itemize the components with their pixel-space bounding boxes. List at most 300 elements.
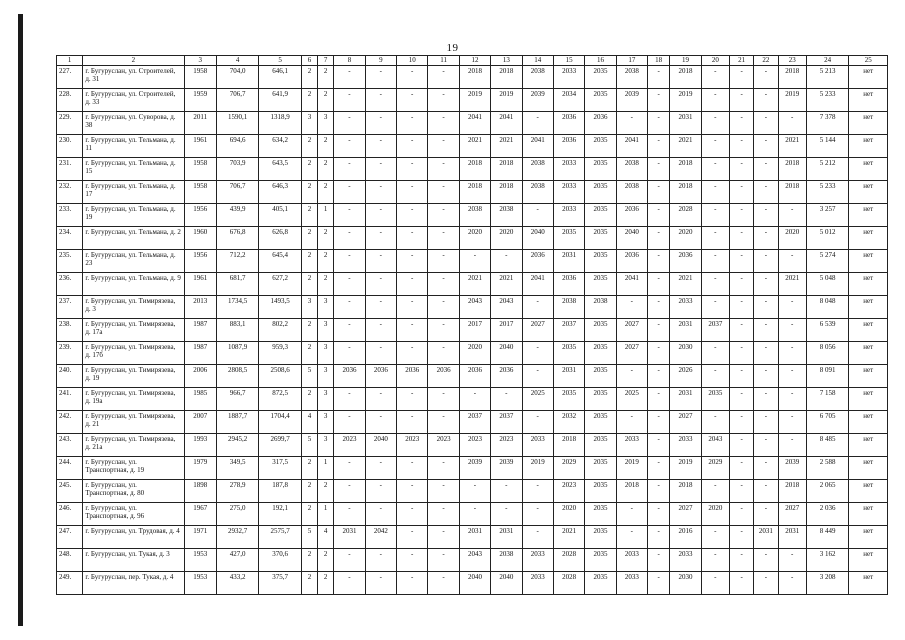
- table-cell: -: [428, 480, 459, 503]
- table-cell: -: [491, 480, 522, 503]
- table-cell: 2035: [553, 227, 584, 250]
- table-cell: 2031: [670, 319, 701, 342]
- table-cell: 2029: [701, 457, 729, 480]
- table-cell: -: [729, 66, 753, 89]
- table-cell: 2040: [522, 227, 553, 250]
- table-cell: 2040: [365, 434, 396, 457]
- address-cell: г. Бугуруслан, ул. Транспортная, д. 80: [83, 480, 184, 503]
- row-number-cell: 246.: [57, 503, 83, 526]
- table-cell: нет: [849, 480, 888, 503]
- row-number-cell: 248.: [57, 549, 83, 572]
- table-cell: -: [365, 480, 396, 503]
- table-cell: -: [522, 296, 553, 319]
- table-cell: 7 158: [806, 388, 849, 411]
- table-cell: 2031: [491, 526, 522, 549]
- table-cell: 405,1: [259, 204, 302, 227]
- table-cell: 3: [318, 434, 334, 457]
- table-cell: 2 588: [806, 457, 849, 480]
- table-cell: 2: [318, 273, 334, 296]
- table-cell: 2019: [522, 457, 553, 480]
- table-cell: 2021: [670, 135, 701, 158]
- table-cell: 1590,1: [216, 112, 259, 135]
- table-cell: -: [397, 66, 428, 89]
- table-cell: 1958: [184, 181, 216, 204]
- row-number-cell: 237.: [57, 296, 83, 319]
- address-cell: г. Бугуруслан, ул. Тимирязева, д. 21: [83, 411, 184, 434]
- table-cell: 8 091: [806, 365, 849, 388]
- table-cell: нет: [849, 296, 888, 319]
- column-header: 11: [428, 56, 459, 66]
- table-cell: 2038: [616, 158, 647, 181]
- table-cell: 2035: [585, 158, 616, 181]
- table-cell: -: [701, 204, 729, 227]
- table-row: [57, 227, 888, 250]
- column-header: 13: [491, 56, 522, 66]
- table-cell: 2020: [778, 227, 806, 250]
- table-cell: -: [459, 388, 490, 411]
- table-cell: 2031: [754, 526, 778, 549]
- table-cell: -: [428, 227, 459, 250]
- table-cell: нет: [849, 66, 888, 89]
- table-cell: -: [522, 503, 553, 526]
- table-cell: 5 213: [806, 66, 849, 89]
- page-number: 19: [446, 42, 459, 54]
- table-cell: 2033: [553, 181, 584, 204]
- row-number-cell: 232.: [57, 181, 83, 204]
- table-cell: -: [701, 227, 729, 250]
- table-cell: -: [648, 434, 670, 457]
- address-cell: г. Бугуруслан, ул. Тельмана, д. 17: [83, 181, 184, 204]
- table-cell: 427,0: [216, 549, 259, 572]
- table-cell: -: [729, 549, 753, 572]
- table-cell: -: [334, 227, 365, 250]
- row-number-cell: 236.: [57, 273, 83, 296]
- table-cell: -: [754, 411, 778, 434]
- table-cell: 2036: [365, 365, 396, 388]
- row-number-cell: 241.: [57, 388, 83, 411]
- table-cell: 3 162: [806, 549, 849, 572]
- table-cell: 1704,4: [259, 411, 302, 434]
- table-cell: 2038: [522, 158, 553, 181]
- table-cell: 2036: [553, 273, 584, 296]
- table-cell: -: [648, 227, 670, 250]
- table-cell: 2037: [459, 411, 490, 434]
- table-cell: -: [648, 250, 670, 273]
- table-cell: -: [701, 549, 729, 572]
- table-cell: -: [754, 112, 778, 135]
- table-cell: 3: [318, 388, 334, 411]
- table-cell: 3: [318, 342, 334, 365]
- table-cell: 2036: [553, 135, 584, 158]
- table-cell: 2: [301, 388, 317, 411]
- table-cell: -: [428, 273, 459, 296]
- column-header: 17: [616, 56, 647, 66]
- table-cell: -: [365, 227, 396, 250]
- table-cell: 2018: [459, 158, 490, 181]
- table-cell: 2038: [491, 549, 522, 572]
- table-cell: -: [428, 526, 459, 549]
- table-cell: 2035: [585, 388, 616, 411]
- table-cell: 2016: [670, 526, 701, 549]
- table-cell: -: [778, 365, 806, 388]
- table-cell: -: [428, 342, 459, 365]
- table-cell: 2027: [670, 503, 701, 526]
- table-cell: -: [522, 204, 553, 227]
- table-cell: -: [397, 158, 428, 181]
- table-cell: 2: [301, 480, 317, 503]
- table-cell: -: [701, 411, 729, 434]
- row-number-cell: 238.: [57, 319, 83, 342]
- table-cell: 1961: [184, 273, 216, 296]
- table-cell: 2033: [616, 434, 647, 457]
- table-cell: 2033: [670, 434, 701, 457]
- table-cell: -: [729, 135, 753, 158]
- table-cell: 1958: [184, 66, 216, 89]
- table-cell: -: [729, 296, 753, 319]
- table-cell: -: [701, 66, 729, 89]
- table-cell: 2018: [778, 181, 806, 204]
- table-cell: 2033: [616, 549, 647, 572]
- table-cell: -: [648, 572, 670, 595]
- address-cell: г. Бугуруслан, ул. Трудовая, д. 4: [83, 526, 184, 549]
- table-cell: 2: [301, 181, 317, 204]
- table-cell: 1979: [184, 457, 216, 480]
- table-cell: 2018: [778, 480, 806, 503]
- header-row: [57, 56, 888, 66]
- table-cell: 8 048: [806, 296, 849, 319]
- table-cell: 2043: [701, 434, 729, 457]
- table-cell: 6 705: [806, 411, 849, 434]
- table-cell: 2035: [585, 549, 616, 572]
- table-cell: -: [648, 549, 670, 572]
- row-number-cell: 249.: [57, 572, 83, 595]
- table-cell: -: [334, 204, 365, 227]
- table-cell: 2032: [553, 411, 584, 434]
- table-cell: 2040: [491, 342, 522, 365]
- table-cell: -: [648, 181, 670, 204]
- table-cell: 3 257: [806, 204, 849, 227]
- table-cell: нет: [849, 181, 888, 204]
- table-cell: 2035: [585, 434, 616, 457]
- table-cell: -: [428, 319, 459, 342]
- table-cell: -: [428, 411, 459, 434]
- table-cell: 2033: [670, 549, 701, 572]
- table-cell: 2030: [670, 572, 701, 595]
- table-cell: -: [729, 273, 753, 296]
- table-cell: 3: [318, 365, 334, 388]
- table-row: [57, 135, 888, 158]
- table-cell: -: [701, 112, 729, 135]
- table-cell: -: [754, 434, 778, 457]
- row-number-cell: 239.: [57, 342, 83, 365]
- table-cell: 2035: [585, 181, 616, 204]
- table-cell: -: [754, 273, 778, 296]
- table-cell: 2036: [428, 365, 459, 388]
- table-cell: -: [729, 572, 753, 595]
- table-row: [57, 411, 888, 434]
- table-cell: -: [754, 250, 778, 273]
- column-header: 20: [701, 56, 729, 66]
- column-header: 7: [318, 56, 334, 66]
- table-cell: -: [648, 273, 670, 296]
- address-cell: г. Бугуруслан, ул. Тельмана, д. 19: [83, 204, 184, 227]
- table-cell: 2028: [553, 572, 584, 595]
- table-cell: 3 208: [806, 572, 849, 595]
- table-cell: 2006: [184, 365, 216, 388]
- row-number-cell: 230.: [57, 135, 83, 158]
- table-cell: -: [754, 388, 778, 411]
- table-cell: -: [428, 89, 459, 112]
- table-cell: -: [491, 388, 522, 411]
- table-cell: -: [365, 250, 396, 273]
- address-cell: г. Бугуруслан, ул. Строителей, д. 33: [83, 89, 184, 112]
- table-row: [57, 549, 888, 572]
- table-cell: -: [365, 342, 396, 365]
- table-cell: -: [334, 158, 365, 181]
- table-cell: -: [397, 227, 428, 250]
- table-cell: -: [729, 503, 753, 526]
- table-cell: -: [778, 250, 806, 273]
- table-cell: 2036: [616, 250, 647, 273]
- table-cell: -: [648, 503, 670, 526]
- table-cell: 2: [301, 342, 317, 365]
- table-cell: -: [754, 572, 778, 595]
- table-cell: 2: [301, 89, 317, 112]
- table-cell: 2035: [585, 66, 616, 89]
- table-cell: -: [428, 457, 459, 480]
- table-cell: 2: [318, 158, 334, 181]
- table-cell: -: [365, 135, 396, 158]
- table-cell: 2019: [670, 89, 701, 112]
- table-cell: 2011: [184, 112, 216, 135]
- table-cell: -: [397, 250, 428, 273]
- table-cell: -: [616, 296, 647, 319]
- table-cell: 703,9: [216, 158, 259, 181]
- table-cell: 1956: [184, 204, 216, 227]
- column-header: 18: [648, 56, 670, 66]
- table-cell: -: [334, 480, 365, 503]
- table-cell: 2: [318, 250, 334, 273]
- table-cell: 2039: [522, 89, 553, 112]
- table-cell: 2033: [522, 434, 553, 457]
- table-cell: 712,2: [216, 250, 259, 273]
- table-cell: -: [729, 480, 753, 503]
- table-cell: 2023: [459, 434, 490, 457]
- table-cell: -: [729, 319, 753, 342]
- table-cell: 2041: [616, 273, 647, 296]
- table-cell: 2: [318, 181, 334, 204]
- table-row: [57, 388, 888, 411]
- column-header: 16: [585, 56, 616, 66]
- table-cell: -: [778, 204, 806, 227]
- column-header: 4: [216, 56, 259, 66]
- table-cell: 2027: [522, 319, 553, 342]
- table-cell: 2020: [553, 503, 584, 526]
- table-cell: 2023: [334, 434, 365, 457]
- table-cell: -: [334, 273, 365, 296]
- address-cell: г. Бугуруслан, ул. Тимирязева, д. 21а: [83, 434, 184, 457]
- table-cell: -: [701, 296, 729, 319]
- table-cell: 2945,2: [216, 434, 259, 457]
- table-cell: -: [648, 319, 670, 342]
- table-row: [57, 158, 888, 181]
- table-cell: 681,7: [216, 273, 259, 296]
- table-cell: -: [397, 480, 428, 503]
- table-cell: 2021: [553, 526, 584, 549]
- table-cell: -: [754, 503, 778, 526]
- table-cell: 1953: [184, 549, 216, 572]
- table-cell: 2031: [778, 526, 806, 549]
- table-cell: -: [729, 526, 753, 549]
- table-cell: -: [397, 112, 428, 135]
- table-cell: 5 048: [806, 273, 849, 296]
- column-header: 15: [553, 56, 584, 66]
- row-number-cell: 235.: [57, 250, 83, 273]
- table-cell: 627,2: [259, 273, 302, 296]
- table-cell: -: [616, 526, 647, 549]
- table-cell: -: [334, 388, 365, 411]
- table-row: [57, 526, 888, 549]
- table-cell: 2018: [491, 158, 522, 181]
- table-cell: 2: [301, 250, 317, 273]
- address-cell: г. Бугуруслан, ул. Тельмана, д. 23: [83, 250, 184, 273]
- table-cell: 2018: [491, 181, 522, 204]
- table-cell: 5: [301, 526, 317, 549]
- table-cell: нет: [849, 388, 888, 411]
- table-cell: -: [648, 66, 670, 89]
- table-cell: -: [365, 572, 396, 595]
- table-cell: 2038: [491, 204, 522, 227]
- table-cell: -: [616, 411, 647, 434]
- table-cell: 5 233: [806, 89, 849, 112]
- table-cell: -: [648, 89, 670, 112]
- table-cell: 2035: [585, 227, 616, 250]
- column-header: 21: [729, 56, 753, 66]
- table-cell: -: [459, 503, 490, 526]
- table-cell: 2023: [491, 434, 522, 457]
- table-cell: -: [754, 549, 778, 572]
- table-cell: 2042: [365, 526, 396, 549]
- table-cell: -: [365, 112, 396, 135]
- table-row: [57, 572, 888, 595]
- table-cell: 2035: [585, 503, 616, 526]
- table-cell: 872,5: [259, 388, 302, 411]
- column-header: 5: [259, 56, 302, 66]
- table-cell: 2013: [184, 296, 216, 319]
- table-cell: 2021: [670, 273, 701, 296]
- table-cell: 2 036: [806, 503, 849, 526]
- table-cell: 883,1: [216, 319, 259, 342]
- table-cell: 2029: [553, 457, 584, 480]
- table-cell: -: [648, 112, 670, 135]
- table-cell: нет: [849, 135, 888, 158]
- table-cell: 646,3: [259, 181, 302, 204]
- table-cell: 2021: [491, 273, 522, 296]
- table-cell: 2041: [522, 273, 553, 296]
- table-cell: -: [365, 181, 396, 204]
- table-cell: 2038: [522, 181, 553, 204]
- row-number-cell: 247.: [57, 526, 83, 549]
- table-cell: 646,1: [259, 66, 302, 89]
- table-cell: 2018: [670, 480, 701, 503]
- table-cell: 1985: [184, 388, 216, 411]
- housing-table: [56, 55, 888, 595]
- table-cell: 2028: [553, 549, 584, 572]
- table-cell: 2019: [778, 89, 806, 112]
- table-cell: 1493,5: [259, 296, 302, 319]
- table-cell: -: [365, 457, 396, 480]
- table-cell: 2031: [459, 526, 490, 549]
- table-cell: -: [616, 112, 647, 135]
- table-cell: 3: [318, 112, 334, 135]
- column-header: 19: [670, 56, 701, 66]
- table-cell: -: [754, 227, 778, 250]
- table-cell: -: [397, 296, 428, 319]
- table-cell: -: [397, 388, 428, 411]
- table-cell: 2018: [459, 66, 490, 89]
- table-cell: -: [365, 273, 396, 296]
- address-cell: г. Бугуруслан, ул. Тимирязева, д. 19: [83, 365, 184, 388]
- table-cell: -: [729, 434, 753, 457]
- column-header: 25: [849, 56, 888, 66]
- row-number-cell: 234.: [57, 227, 83, 250]
- table-cell: -: [334, 250, 365, 273]
- table-cell: 2035: [585, 526, 616, 549]
- table-cell: 2036: [491, 365, 522, 388]
- table-cell: -: [701, 89, 729, 112]
- table-cell: 2025: [616, 388, 647, 411]
- table-cell: 2018: [553, 434, 584, 457]
- row-number-cell: 227.: [57, 66, 83, 89]
- table-cell: 2023: [397, 434, 428, 457]
- table-cell: -: [648, 204, 670, 227]
- table-cell: 2018: [670, 66, 701, 89]
- address-cell: г. Бугуруслан, пер. Тукая, д. 4: [83, 572, 184, 595]
- table-cell: -: [397, 572, 428, 595]
- table-cell: -: [459, 250, 490, 273]
- table-cell: 6 539: [806, 319, 849, 342]
- table-cell: -: [648, 342, 670, 365]
- table-cell: -: [778, 572, 806, 595]
- table-cell: 2020: [670, 227, 701, 250]
- table-cell: 2041: [459, 112, 490, 135]
- table-cell: 2031: [553, 365, 584, 388]
- table-cell: 1993: [184, 434, 216, 457]
- table-cell: -: [754, 319, 778, 342]
- table-cell: 2039: [616, 89, 647, 112]
- table-cell: 2: [301, 572, 317, 595]
- table-cell: -: [648, 296, 670, 319]
- table-cell: -: [428, 503, 459, 526]
- address-cell: г. Бугуруслан, ул. Тельмана, д. 9: [83, 273, 184, 296]
- table-row: [57, 365, 888, 388]
- table-cell: 3: [318, 296, 334, 319]
- table-cell: -: [334, 135, 365, 158]
- table-cell: 2019: [491, 89, 522, 112]
- table-cell: -: [428, 388, 459, 411]
- table-cell: -: [334, 89, 365, 112]
- table-cell: 2036: [585, 112, 616, 135]
- table-cell: 2023: [428, 434, 459, 457]
- table-cell: 706,7: [216, 89, 259, 112]
- table-cell: 433,2: [216, 572, 259, 595]
- table-cell: -: [729, 204, 753, 227]
- column-header: 2: [83, 56, 184, 66]
- table-cell: -: [648, 135, 670, 158]
- table-cell: 2035: [585, 342, 616, 365]
- table-cell: -: [365, 89, 396, 112]
- table-cell: 2036: [553, 112, 584, 135]
